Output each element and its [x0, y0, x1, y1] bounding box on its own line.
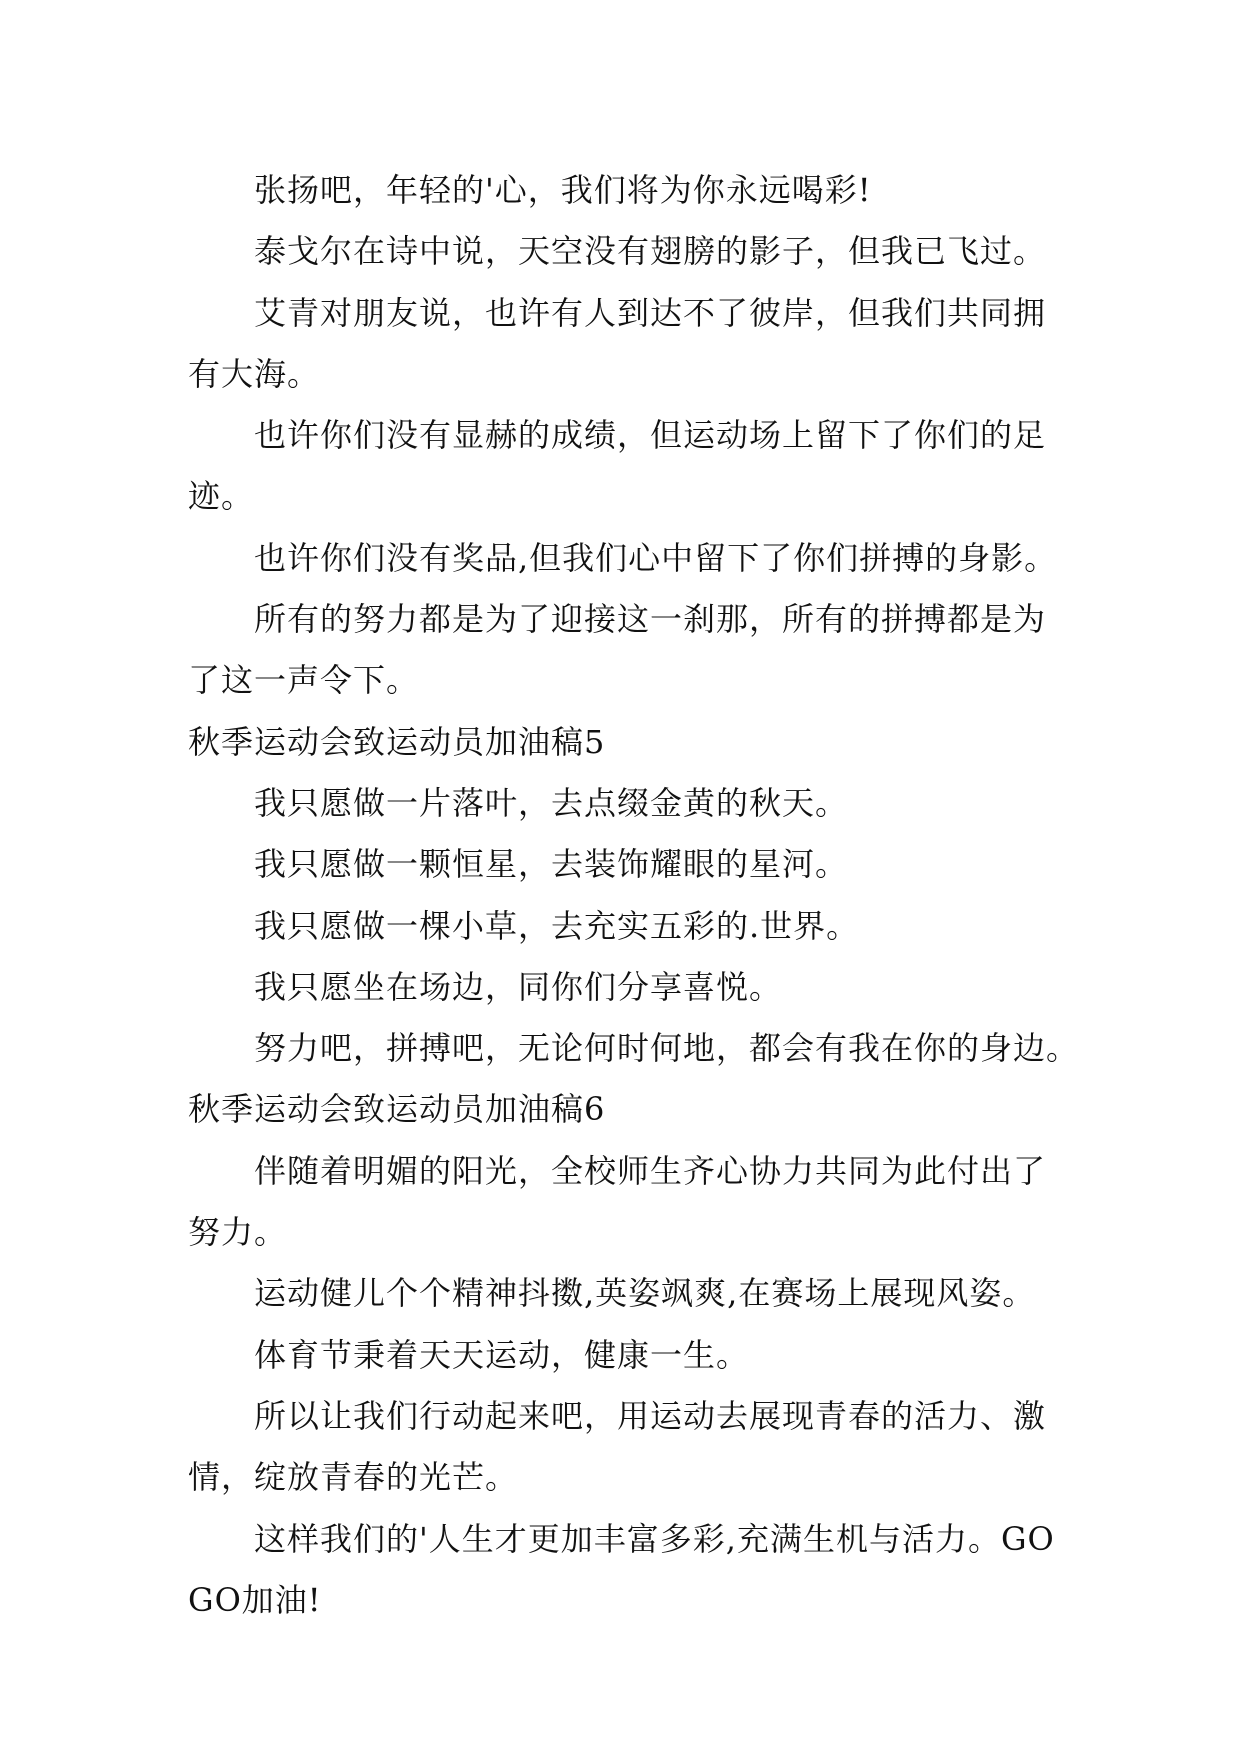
- paragraph-line: 努力吧，拼搏吧，无论何时何地，都会有我在你的身边。: [254, 1029, 1080, 1068]
- paragraph-line: 我只愿做一片落叶，去点缀金黄的秋天。: [254, 783, 849, 822]
- paragraph-line: 张扬吧，年轻的'心，我们将为你永远喝彩!: [254, 171, 872, 209]
- paragraph-line: 我只愿坐在场边，同你们分享喜悦。: [254, 967, 783, 1006]
- paragraph-line: 努力。: [188, 1213, 288, 1252]
- section-heading: 秋季运动会致运动员加油稿6: [188, 1090, 606, 1129]
- document-page: [188, 160, 1080, 1631]
- paragraph-line: 泰戈尔在诗中说，天空没有翅膀的影子，但我已飞过。: [254, 232, 1047, 271]
- section-heading: 秋季运动会致运动员加油稿5: [188, 722, 606, 761]
- paragraph-line: 艾青对朋友说，也许有人到达不了彼岸，但我们共同拥: [254, 293, 1047, 332]
- paragraph-line: 也许你们没有奖品,但我们心中留下了你们拼搏的身影。: [254, 538, 1058, 577]
- paragraph-line: 这样我们的'人生才更加丰富多彩,充满生机与活力。GO: [254, 1519, 1055, 1558]
- paragraph-line: 体育节秉着天天运动，健康一生。: [254, 1335, 750, 1374]
- paragraph-line: 迹。: [188, 477, 255, 516]
- paragraph-line: 有大海。: [188, 354, 321, 393]
- paragraph-line: 伴随着明媚的阳光，全校师生齐心协力共同为此付出了: [254, 1151, 1047, 1190]
- paragraph-line: 我只愿做一棵小草，去充实五彩的.世界。: [254, 906, 860, 945]
- paragraph-line: 所以让我们行动起来吧，用运动去展现青春的活力、激: [254, 1396, 1047, 1435]
- paragraph-line: 运动健儿个个精神抖擞,英姿飒爽,在赛场上展现风姿。: [254, 1274, 1036, 1313]
- paragraph-line: 所有的努力都是为了迎接这一刹那，所有的拼搏都是为: [254, 600, 1047, 639]
- paragraph-line: 也许你们没有显赫的成绩，但运动场上留下了你们的足: [254, 416, 1047, 455]
- paragraph-line: 我只愿做一颗恒星，去装饰耀眼的星河。: [254, 845, 849, 884]
- paragraph-line: 了这一声令下。: [188, 661, 420, 700]
- paragraph-line: GO加油!: [188, 1580, 322, 1619]
- paragraph-line: 情，绽放青春的光芒。: [188, 1458, 519, 1497]
